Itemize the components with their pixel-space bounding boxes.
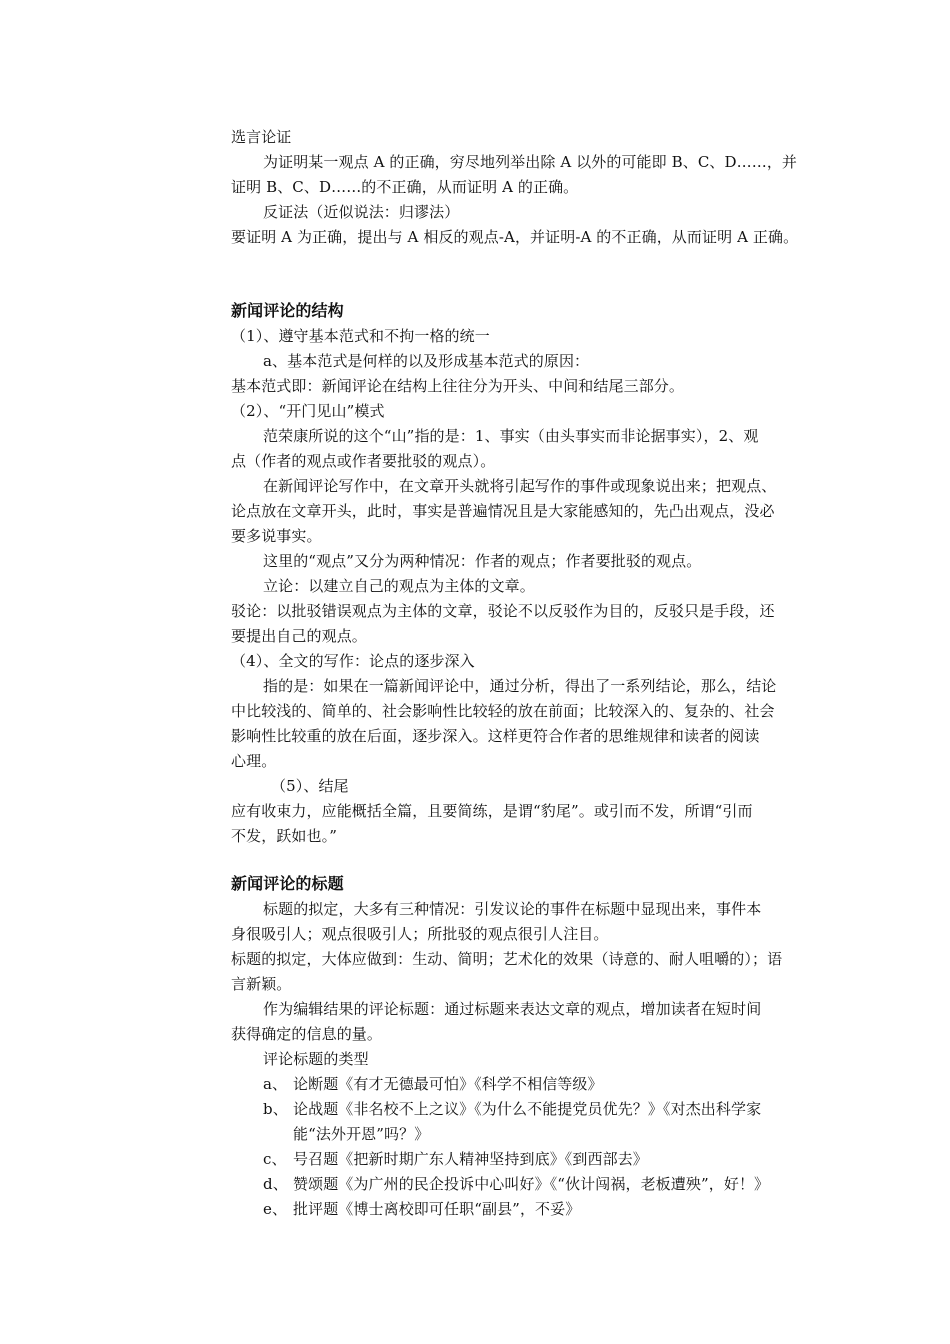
text-line: 基本范式即：新闻评论在结构上往往分为开头、中间和结尾三部分。	[231, 377, 685, 395]
text-line: （1）、遵守基本范式和不拘一格的统一	[231, 327, 490, 345]
text-line: 指的是：如果在一篇新闻评论中，通过分析，得出了一系列结论，那么，结论	[263, 677, 777, 695]
text-line: 获得确定的信息的量。	[231, 1025, 383, 1043]
text-line: 选言论证	[231, 128, 292, 146]
text-line: （2）、“开门见山”模式	[231, 402, 385, 420]
text-line: 要证明 A 为正确，提出与 A 相反的观点-A，并证明-A 的不正确，从而证明 A 正确。	[231, 228, 799, 246]
text-line: 范荣康所说的这个“山”指的是：1、事实（由头事实而非论据事实），2、观	[263, 427, 759, 445]
text-line: 要提出自己的观点。	[231, 627, 367, 645]
list-item: 赞颂题《为广州的民企投诉中心叫好》《“伙计闯祸，老板遭殃”，好！》	[293, 1175, 770, 1193]
list-marker: c、	[263, 1150, 287, 1168]
text-line: a、基本范式是何样的以及形成基本范式的原因：	[263, 352, 590, 370]
list-marker: b、	[263, 1100, 288, 1118]
text-line: 心理。	[231, 752, 277, 770]
text-line: 言新颖。	[231, 975, 292, 993]
section-heading: 新闻评论的结构	[231, 301, 344, 320]
text-line: 要多说事实。	[231, 527, 322, 545]
text-line: 评论标题的类型	[263, 1050, 369, 1068]
text-line: （5）、结尾	[271, 777, 349, 795]
text-line: 身很吸引人；观点很吸引人；所批驳的观点很引人注目。	[231, 925, 609, 943]
text-line: 驳论：以批驳错误观点为主体的文章，驳论不以反驳作为目的，反驳只是手段，还	[231, 602, 775, 620]
text-line: 论点放在文章开头，此时，事实是普遍情况且是大家能感知的，先凸出观点，没必	[231, 502, 775, 520]
text-line: 这里的“观点”又分为两种情况：作者的观点；作者要批驳的观点。	[263, 552, 702, 570]
text-line: 为证明某一观点 A 的正确，穷尽地列举出除 A 以外的可能即 B、C、D……，并	[263, 153, 798, 171]
text-line: 证明 B、C、D……的不正确，从而证明 A 的正确。	[231, 178, 579, 196]
text-line: 中比较浅的、简单的、社会影响性比较轻的放在前面；比较深入的、复杂的、社会	[231, 702, 775, 720]
list-marker: d、	[263, 1175, 288, 1193]
list-marker: a、	[263, 1075, 288, 1093]
text-line: 应有收束力，应能概括全篇，且要简练，是谓“豹尾”。或引而不发，所谓“引而	[231, 802, 753, 820]
text-line: 不发，跃如也。”	[231, 827, 337, 845]
list-item-continuation: 能“法外开恩”吗？》	[293, 1125, 430, 1143]
list-item: 批评题《博士离校即可任职“副县”，不妥》	[293, 1200, 581, 1218]
text-line: 立论：以建立自己的观点为主体的文章。	[263, 577, 535, 595]
text-line: 反证法（近似说法：归谬法）	[263, 203, 460, 221]
text-line: 在新闻评论写作中，在文章开头就将引起写作的事件或现象说出来；把观点、	[263, 477, 777, 495]
text-line: 点（作者的观点或作者要批驳的观点）。	[231, 452, 496, 470]
text-line: 标题的拟定，大多有三种情况：引发议论的事件在标题中显现出来，事件本	[263, 900, 762, 918]
text-line: 影响性比较重的放在后面，逐步深入。这样更符合作者的思维规律和读者的阅读	[231, 727, 760, 745]
text-line: 作为编辑结果的评论标题：通过标题来表达文章的观点，增加读者在短时间	[263, 1000, 762, 1018]
section-heading: 新闻评论的标题	[231, 874, 344, 893]
list-item: 号召题《把新时期广东人精神坚持到底》《到西部去》	[293, 1150, 648, 1168]
list-marker: e、	[263, 1200, 288, 1218]
text-line: （4）、全文的写作：论点的逐步深入	[231, 652, 475, 670]
text-line: 标题的拟定，大体应做到：生动、简明；艺术化的效果（诗意的、耐人咀嚼的）；语	[231, 950, 783, 968]
list-item: 论战题《非名校不上之议》《为什么不能提党员优先？》《对杰出科学家	[293, 1100, 762, 1118]
list-item: 论断题《有才无德最可怕》《科学不相信等级》	[293, 1075, 603, 1093]
